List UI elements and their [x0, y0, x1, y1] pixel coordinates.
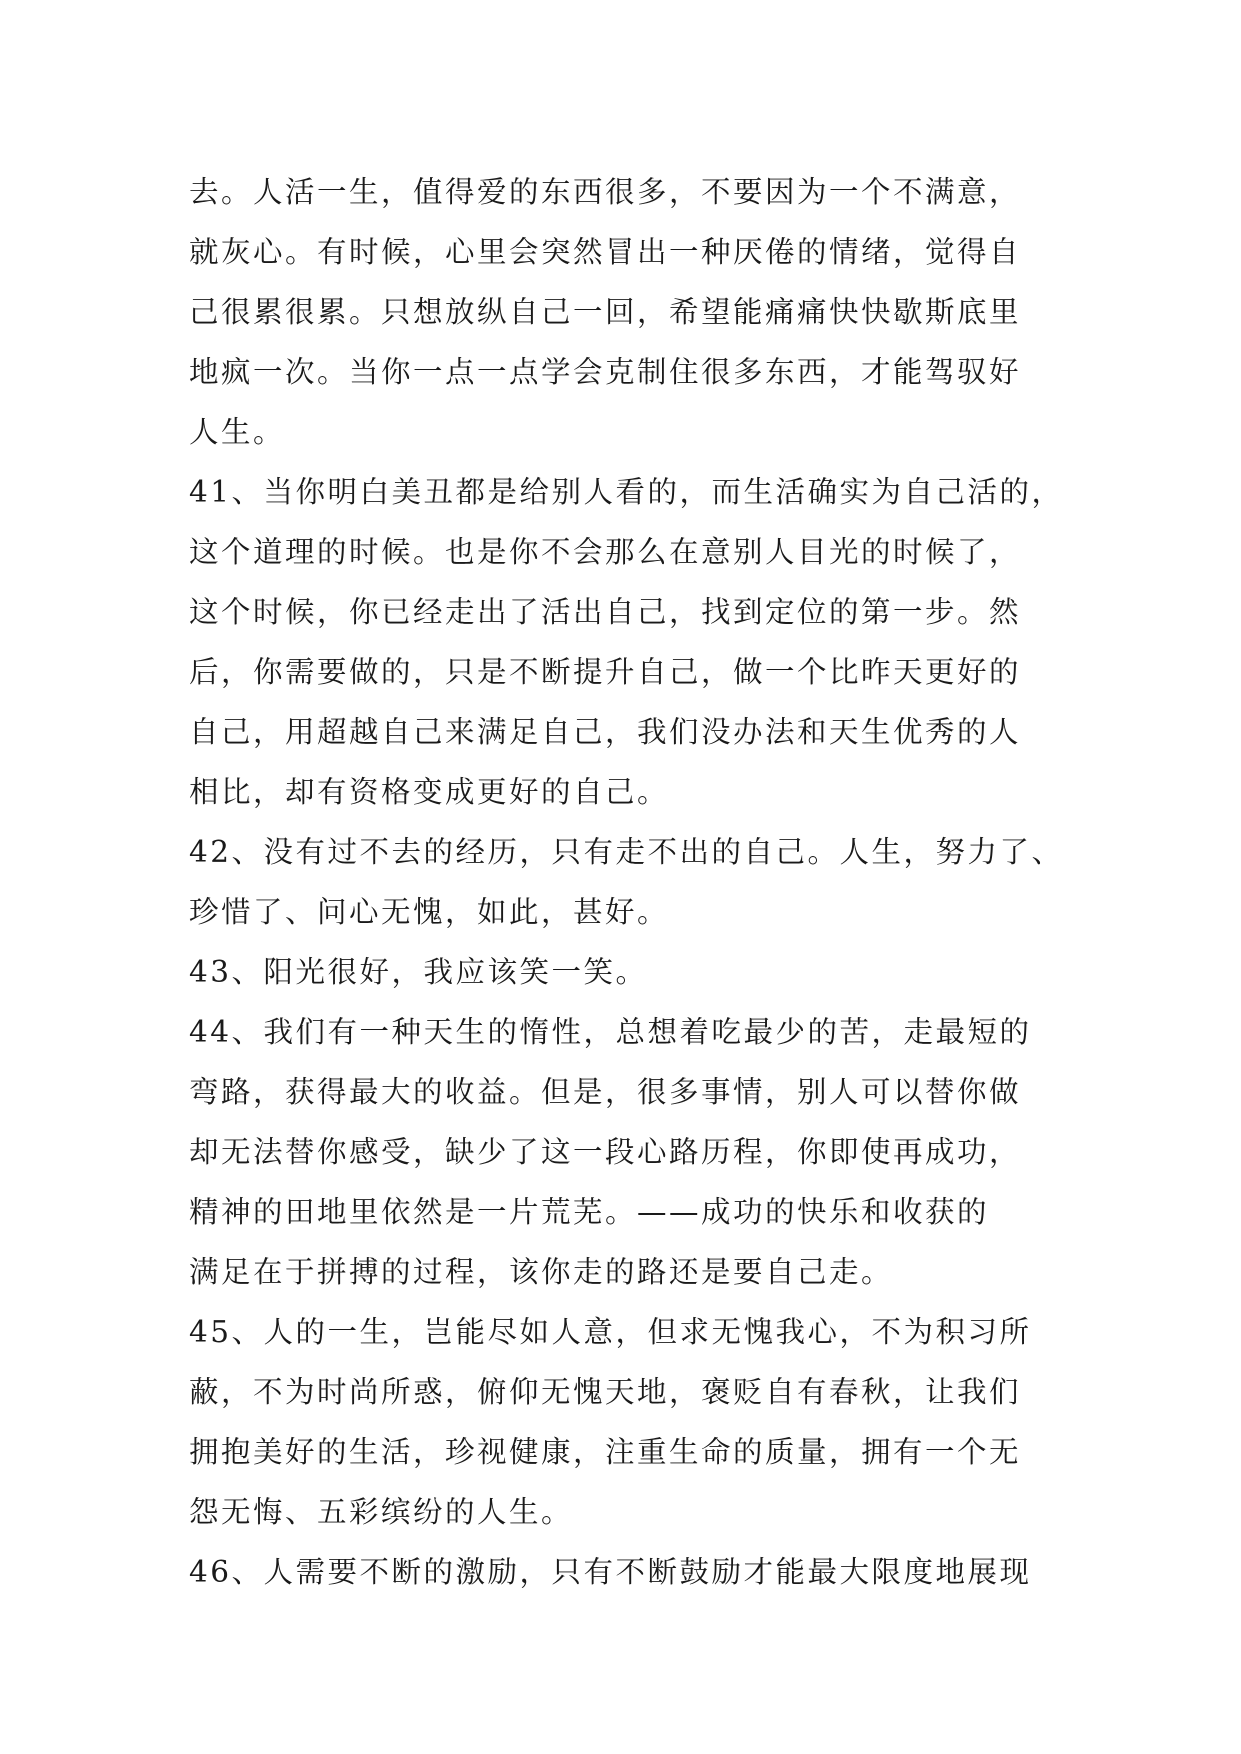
text-line: 地疯一次。当你一点一点学会克制住很多东西，才能驾驭好	[189, 355, 1022, 389]
text-line: 45、人的一生，岂能尽如人意，但求无愧我心，不为积习所	[189, 1315, 1032, 1349]
text-line: 这个时候，你已经走出了活出自己，找到定位的第一步。然	[189, 595, 1022, 629]
text-line: 41、当你明白美丑都是给别人看的，而生活确实为自己活的，	[189, 475, 1064, 509]
text-line: 珍惜了、问心无愧，如此，甚好。	[189, 895, 670, 929]
text-line: 人生。	[189, 415, 286, 449]
text-line: 后，你需要做的，只是不断提升自己，做一个比昨天更好的	[189, 655, 1022, 689]
text-line: 43、阳光很好，我应该笑一笑。	[189, 955, 648, 989]
text-line: 己很累很累。只想放纵自己一回，希望能痛痛快快歇斯底里	[189, 295, 1022, 329]
text-line: 这个道理的时候。也是你不会那么在意别人目光的时候了，	[189, 535, 1022, 569]
text-line: 拥抱美好的生活，珍视健康，注重生命的质量，拥有一个无	[189, 1435, 1022, 1469]
document-body	[189, 162, 1069, 1602]
text-line: 去。人活一生，值得爱的东西很多，不要因为一个不满意，	[189, 175, 1022, 209]
text-line: 就灰心。有时候，心里会突然冒出一种厌倦的情绪，觉得自	[189, 235, 1022, 269]
text-line: 却无法替你感受，缺少了这一段心路历程，你即使再成功，	[189, 1135, 1022, 1169]
text-line: 怨无悔、五彩缤纷的人生。	[189, 1495, 574, 1529]
text-line: 42、没有过不去的经历，只有走不出的自己。人生，努力了、	[189, 835, 1064, 869]
text-line: 蔽，不为时尚所惑，俯仰无愧天地，褒贬自有春秋，让我们	[189, 1375, 1022, 1409]
text-line: 满足在于拼搏的过程，该你走的路还是要自己走。	[189, 1255, 894, 1289]
text-line: 相比，却有资格变成更好的自己。	[189, 775, 670, 809]
text-line: 46、人需要不断的激励，只有不断鼓励才能最大限度地展现	[189, 1555, 1032, 1589]
text-line: 弯路，获得最大的收益。但是，很多事情，别人可以替你做	[189, 1075, 1022, 1109]
text-line: 精神的田地里依然是一片荒芜。——成功的快乐和收获的	[189, 1195, 990, 1229]
text-line: 44、我们有一种天生的惰性，总想着吃最少的苦，走最短的	[189, 1015, 1032, 1049]
text-line: 自己，用超越自己来满足自己，我们没办法和天生优秀的人	[189, 715, 1022, 749]
